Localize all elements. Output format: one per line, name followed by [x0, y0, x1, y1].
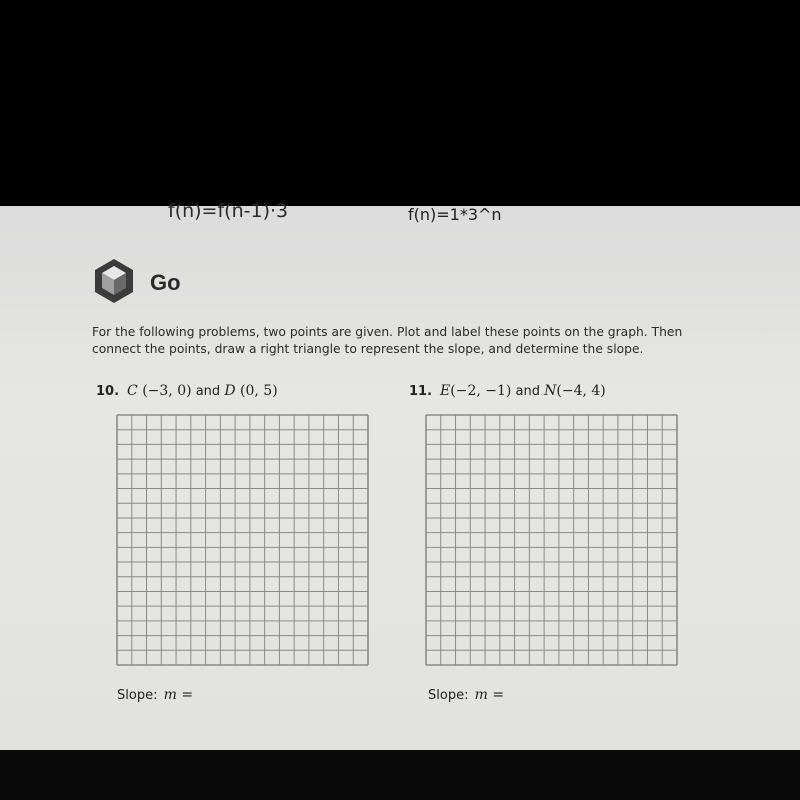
slope-variable: m = [474, 687, 505, 703]
slope-label: Slope: [428, 688, 469, 703]
problem-number: 11. [409, 384, 433, 399]
hexagon-cube-icon [94, 258, 134, 304]
problem-10-heading [96, 383, 278, 399]
problem-number: 10. [96, 384, 120, 399]
point-1-coords: (−2, −1) [450, 383, 512, 399]
slope-label: Slope: [117, 688, 158, 703]
point-1-name: C [127, 383, 138, 399]
instructions-text: For the following problems, two points are given. Plot and label these points on the graph. Then connect the points, draw a right triangle to represent the slope, and determine the slope. [92, 325, 683, 356]
point-1-coords: (−3, 0) [142, 383, 192, 399]
problem-11-heading [409, 383, 606, 399]
joiner-text: and [195, 384, 221, 399]
slope-answer-11 [428, 687, 504, 703]
grid-svg [116, 414, 369, 666]
joiner-text: and [515, 384, 540, 399]
point-2-coords: (0, 5) [240, 383, 278, 399]
point-2-name: D [224, 383, 236, 399]
section-title: Go [150, 270, 181, 295]
coordinate-grid-11[interactable] [425, 414, 678, 666]
handwritten-formula: f(n)=1*3^n [408, 205, 502, 224]
point-2-coords: (−4, 4) [556, 383, 606, 399]
slope-variable: m = [163, 687, 194, 703]
coordinate-grid-10[interactable] [116, 414, 369, 666]
dark-background-bottom [0, 750, 800, 800]
dark-background-top [0, 0, 800, 206]
point-2-name: N [544, 383, 557, 399]
point-1-name: E [440, 383, 451, 399]
grid-svg [425, 414, 678, 666]
cut-off-formula [168, 196, 288, 210]
slope-answer-10 [117, 687, 193, 703]
